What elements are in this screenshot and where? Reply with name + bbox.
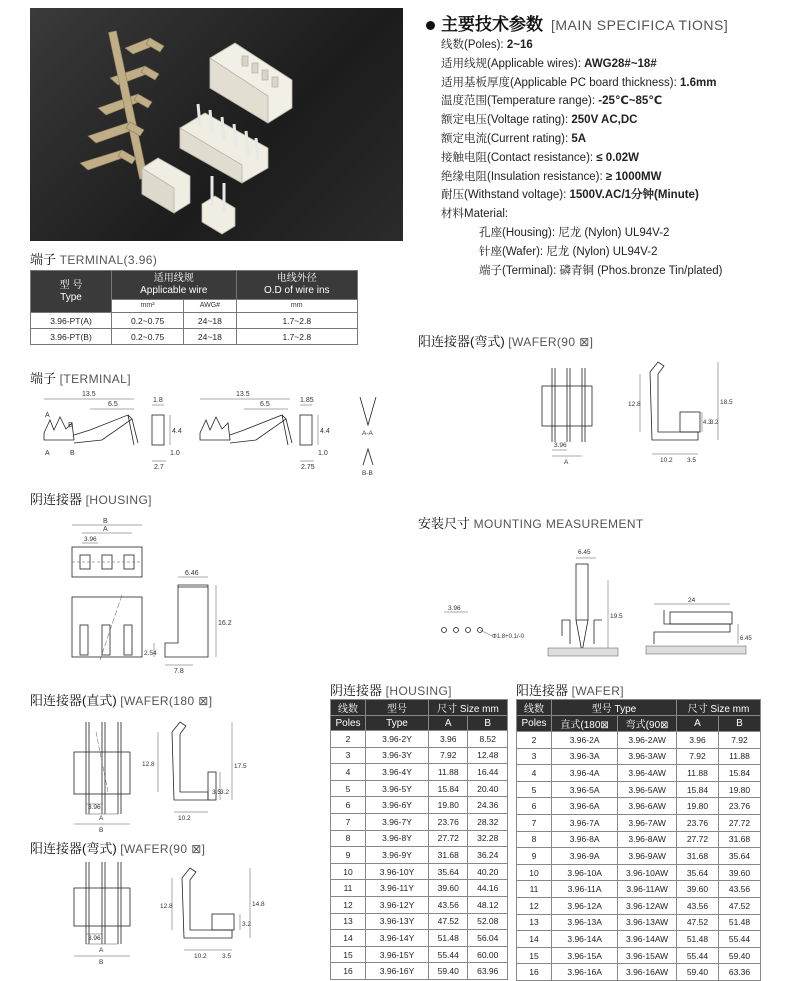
table-cell: 9 [331, 847, 366, 864]
wafer-straight-title: 阳连接器(直式) [WAFER(180 ⊠] [30, 693, 213, 708]
svg-text:4.3: 4.3 [703, 420, 712, 426]
table-cell: 43.56 [718, 881, 760, 898]
table-cell: 15 [517, 947, 552, 964]
table-cell: 3.96-3AW [618, 748, 677, 765]
svg-text:A: A [103, 526, 108, 533]
table-row [331, 847, 508, 864]
svg-text:B: B [103, 518, 108, 525]
table-cell: 3.96-9AW [618, 848, 677, 865]
table-cell: 39.60 [429, 880, 468, 897]
svg-text:4.4: 4.4 [320, 428, 330, 435]
svg-text:A: A [45, 450, 50, 457]
table-cell: 7.92 [429, 747, 468, 764]
spec-row: 额定电流(Current rating): 5A [441, 132, 587, 145]
table-cell: 3.96-13A [552, 914, 618, 931]
svg-text:13.5: 13.5 [82, 391, 96, 398]
table-cell: 13 [331, 913, 366, 930]
table-cell: 35.64 [676, 864, 718, 881]
table-row [517, 947, 761, 964]
table-cell: 3.96-2A [552, 732, 618, 749]
table-cell: 55.44 [718, 931, 760, 948]
table-cell: 28.32 [468, 813, 508, 830]
table-cell: 44.16 [468, 880, 508, 897]
svg-text:3.5: 3.5 [222, 953, 232, 960]
table-cell: 3.96-7A [552, 814, 618, 831]
spec-row: 适用基板厚度(Applicable PC board thickness): 1.6mm [441, 76, 717, 89]
table-row [331, 963, 508, 980]
table-row [517, 931, 761, 948]
svg-text:17.5: 17.5 [234, 763, 247, 770]
table-cell: 3.96-4Y [366, 764, 429, 781]
table-cell: 3.96-6AW [618, 798, 677, 815]
table-cell: 55.44 [676, 947, 718, 964]
svg-text:3.2: 3.2 [242, 921, 252, 928]
svg-text:3.96: 3.96 [88, 804, 101, 811]
table-cell: 3.96-7AW [618, 814, 677, 831]
table-cell: 6 [517, 798, 552, 815]
table-row [331, 880, 508, 897]
table-cell: 3.96-11Y [366, 880, 429, 897]
terminal-table: 型 号 Type 适用线规 Applicable wire 电线外径 O.D of wire ins mm² AWG# mm 3.96-PT(A) 0.2~0.75 24~18 1.7~2.8 3.96-PT(B) 0.2~0.75 24~18 1.7~2.8 [30, 270, 358, 345]
table-cell: 19.80 [718, 781, 760, 798]
table-cell: 3.96-16Y [366, 963, 429, 980]
svg-text:A-A: A-A [362, 430, 373, 437]
table-cell: 23.76 [429, 813, 468, 830]
table-cell: 43.56 [676, 897, 718, 914]
table-cell: 3.96-2Y [366, 731, 429, 748]
table-cell: 20.40 [468, 780, 508, 797]
table-row [517, 732, 761, 749]
table-cell: 3.96-7Y [366, 813, 429, 830]
table-cell: 12 [331, 896, 366, 913]
table-cell: 11 [331, 880, 366, 897]
svg-text:3.96: 3.96 [88, 935, 101, 942]
table-cell: 12 [517, 897, 552, 914]
bullet-icon [426, 21, 435, 30]
table-cell: 15 [331, 946, 366, 963]
svg-text:4.4: 4.4 [172, 428, 182, 435]
wafer-bent-left-drawing [62, 858, 272, 973]
table-cell: 10 [331, 863, 366, 880]
spec-row: 接触电阻(Contact resistance): ≤ 0.02W [441, 151, 640, 164]
table-cell: 35.64 [429, 863, 468, 880]
table-cell: 39.60 [676, 881, 718, 898]
table-row [331, 764, 508, 781]
table-cell: 16 [331, 963, 366, 980]
table-cell: 3.96-5Y [366, 780, 429, 797]
table-cell: 3.96-12A [552, 897, 618, 914]
table-cell: 27.72 [676, 831, 718, 848]
svg-text:7.8: 7.8 [174, 668, 184, 675]
svg-text:18.5: 18.5 [720, 399, 733, 406]
spec-row: 材料Material: [441, 208, 509, 221]
table-row [331, 731, 508, 748]
table-cell: 15.84 [429, 780, 468, 797]
table-cell: 7 [331, 813, 366, 830]
svg-text:1.85: 1.85 [300, 397, 314, 404]
svg-text:6.45: 6.45 [578, 549, 591, 556]
table-cell: 5 [331, 780, 366, 797]
table-cell: 3.96-3Y [366, 747, 429, 764]
table-cell: 8 [331, 830, 366, 847]
table-cell: 3.96-15AW [618, 947, 677, 964]
table-cell: 9 [517, 848, 552, 865]
table-cell: 3.96-3A [552, 748, 618, 765]
svg-text:B: B [70, 450, 75, 457]
table-row [517, 814, 761, 831]
table-row [331, 813, 508, 830]
svg-text:1.0: 1.0 [318, 450, 328, 457]
table-cell: 12.48 [468, 747, 508, 764]
table-cell: 51.48 [429, 930, 468, 947]
table-row [517, 798, 761, 815]
table-cell: 3.96-8AW [618, 831, 677, 848]
table-row [517, 765, 761, 782]
table-cell: 3.96-14Y [366, 930, 429, 947]
table-cell: 3.96-8Y [366, 830, 429, 847]
svg-text:A: A [99, 815, 104, 822]
table-cell: 10 [517, 864, 552, 881]
table-cell: 3.96-8A [552, 831, 618, 848]
table-cell: 11.88 [718, 748, 760, 765]
svg-text:12.8: 12.8 [142, 761, 155, 768]
table-cell: 3.96-9A [552, 848, 618, 865]
table-cell: 3.96-5AW [618, 781, 677, 798]
table-cell: 3.96-14AW [618, 931, 677, 948]
svg-text:2.75: 2.75 [301, 464, 315, 471]
table-cell: 59.40 [676, 964, 718, 981]
table-cell: 51.48 [718, 914, 760, 931]
svg-text:2.54: 2.54 [144, 650, 157, 657]
svg-text:3.2: 3.2 [220, 789, 230, 796]
table-cell: 23.76 [676, 814, 718, 831]
table-cell: 3.96-16AW [618, 964, 677, 981]
table-row [517, 748, 761, 765]
table-cell: 11.88 [676, 765, 718, 782]
table-cell: 7.92 [676, 748, 718, 765]
svg-text:A: A [45, 412, 50, 419]
terminal-drawing [30, 385, 390, 480]
table-cell: 3.96-11AW [618, 881, 677, 898]
table-row: 3.96-PT(A) 0.2~0.75 24~18 1.7~2.8 [31, 313, 358, 329]
table-cell: 3.96-4AW [618, 765, 677, 782]
table-cell: 36.24 [468, 847, 508, 864]
wafer-bent-title-left: 阳连接器(弯式) [WAFER(90 ⊠] [30, 841, 206, 856]
table-cell: 14 [331, 930, 366, 947]
table-cell: 19.80 [429, 797, 468, 814]
svg-text:2.7: 2.7 [154, 464, 164, 471]
table-cell: 7.92 [718, 732, 760, 749]
table-cell: 35.64 [718, 848, 760, 865]
spec-row: 绝缘电阻(Insulation resistance): ≥ 1000MW [441, 170, 662, 183]
svg-text:14.8: 14.8 [252, 901, 265, 908]
svg-text:16.2: 16.2 [218, 620, 232, 627]
table-row [517, 964, 761, 981]
table-cell: 3.96-6A [552, 798, 618, 815]
table-cell: 23.76 [718, 798, 760, 815]
table-cell: 3.96-13Y [366, 913, 429, 930]
table-cell: 48.12 [468, 896, 508, 913]
table-row: 3.96-PT(B) 0.2~0.75 24~18 1.7~2.8 [31, 329, 358, 345]
svg-text:12.8: 12.8 [160, 903, 173, 910]
spec-title: 主要技术参数 [MAIN SPECIFICA TIONS] [426, 10, 728, 35]
housing-table-title: 阴连接器 [HOUSING] [330, 683, 452, 698]
table-cell: 63.36 [718, 964, 760, 981]
table-row [517, 781, 761, 798]
material-row: 孔座(Housing): 尼龙 (Nylon) UL94V-2 [479, 226, 670, 239]
svg-text:12.8: 12.8 [628, 401, 641, 408]
table-cell: 3.96-16A [552, 964, 618, 981]
spec-row: 额定电压(Voltage rating): 250V AC,DC [441, 114, 638, 127]
table-row [331, 863, 508, 880]
wafer-table-title: 阳连接器 [WAFER] [516, 683, 624, 698]
svg-text:10.2: 10.2 [660, 457, 673, 464]
table-cell: 3.96-14A [552, 931, 618, 948]
table-row [331, 930, 508, 947]
wafer-bent-right-drawing [530, 350, 733, 470]
housing-drawing-title: 阴连接器 [HOUSING] [30, 492, 152, 507]
housing-drawing [70, 515, 250, 675]
table-cell: 3 [331, 747, 366, 764]
table-row [331, 780, 508, 797]
table-cell: 31.68 [676, 848, 718, 865]
table-cell: 11 [517, 881, 552, 898]
table-cell: 16.44 [468, 764, 508, 781]
svg-text:10.2: 10.2 [178, 815, 191, 822]
svg-text:3.5: 3.5 [687, 457, 697, 464]
table-row [517, 831, 761, 848]
table-row [331, 797, 508, 814]
table-cell: 3.96-15A [552, 947, 618, 964]
table-cell: 56.04 [468, 930, 508, 947]
table-cell: 14 [517, 931, 552, 948]
table-cell: 3 [517, 748, 552, 765]
table-row [331, 913, 508, 930]
material-row: 针座(Wafer): 尼龙 (Nylon) UL94V-2 [479, 245, 658, 258]
table-row [517, 848, 761, 865]
table-cell: 40.20 [468, 863, 508, 880]
table-cell: 2 [331, 731, 366, 748]
table-row [517, 897, 761, 914]
svg-text:6.5: 6.5 [108, 401, 118, 408]
table-cell: 3.96-11A [552, 881, 618, 898]
table-cell: 3.96-9Y [366, 847, 429, 864]
table-row [331, 896, 508, 913]
table-cell: 8 [517, 831, 552, 848]
table-cell: 19.80 [676, 798, 718, 815]
table-cell: 55.44 [429, 946, 468, 963]
svg-text:1.0: 1.0 [170, 450, 180, 457]
wafer-straight-drawing [62, 712, 262, 837]
table-cell: 3.96 [676, 732, 718, 749]
table-cell: 27.72 [718, 814, 760, 831]
table-cell: 27.72 [429, 830, 468, 847]
terminal-drawing-title: 端子 [TERMINAL] [30, 371, 131, 386]
table-cell: 43.56 [429, 896, 468, 913]
table-cell: 3.96 [429, 731, 468, 748]
svg-text:10.2: 10.2 [194, 953, 207, 960]
table-cell: 13 [517, 914, 552, 931]
svg-text:6.5: 6.5 [260, 401, 270, 408]
table-cell: 59.40 [718, 947, 760, 964]
table-cell: 8.52 [468, 731, 508, 748]
svg-text:6.45: 6.45 [740, 636, 752, 642]
table-cell: 16 [517, 964, 552, 981]
mounting-drawing [430, 540, 760, 670]
svg-text:Φ1.8+0.1/-0: Φ1.8+0.1/-0 [492, 634, 524, 640]
table-cell: 3.96-12Y [366, 896, 429, 913]
svg-text:B: B [99, 827, 104, 834]
table-cell: 39.60 [718, 864, 760, 881]
svg-text:3.5: 3.5 [212, 789, 222, 796]
table-cell: 6 [331, 797, 366, 814]
table-cell: 31.68 [718, 831, 760, 848]
product-photo [30, 8, 403, 241]
svg-text:3.96: 3.96 [554, 442, 567, 449]
table-cell: 4 [517, 765, 552, 782]
table-row [517, 881, 761, 898]
table-cell: 3.96-10Y [366, 863, 429, 880]
table-cell: 15.84 [718, 765, 760, 782]
svg-text:A: A [99, 947, 104, 954]
table-cell: 3.96-5A [552, 781, 618, 798]
wafer-bent-title-right: 阳连接器(弯式) [WAFER(90 ⊠] [418, 334, 594, 349]
table-cell: 5 [517, 781, 552, 798]
table-row [331, 747, 508, 764]
table-cell: 3.96-15Y [366, 946, 429, 963]
mounting-title: 安装尺寸 MOUNTING MEASUREMENT [418, 516, 644, 531]
table-cell: 47.52 [429, 913, 468, 930]
spec-row: 耐压(Withstand voltage): 1500V.AC/1分钟(Minute) [441, 189, 699, 202]
material-row: 端子(Terminal): 磷青铜 (Phos.bronze Tin/plated) [479, 264, 723, 277]
table-row [331, 946, 508, 963]
table-cell: 4 [331, 764, 366, 781]
table-cell: 3.96-6Y [366, 797, 429, 814]
svg-text:13.5: 13.5 [236, 391, 250, 398]
table-cell: 7 [517, 814, 552, 831]
table-cell: 59.40 [429, 963, 468, 980]
svg-text:B: B [99, 959, 104, 966]
table-cell: 47.52 [718, 897, 760, 914]
table-cell: 32.28 [468, 830, 508, 847]
table-cell: 3.96-2AW [618, 732, 677, 749]
table-cell: 3.96-12AW [618, 897, 677, 914]
svg-text:A: A [564, 459, 569, 466]
spec-row: 温度范围(Temperature range): -25℃~85℃ [441, 95, 663, 108]
spec-row: 线数(Poles): 2~16 [441, 39, 533, 51]
table-cell: 3.96-10AW [618, 864, 677, 881]
table-cell: 60.00 [468, 946, 508, 963]
svg-text:6.46: 6.46 [185, 570, 199, 577]
table-cell: 47.52 [676, 914, 718, 931]
svg-text:3.2: 3.2 [710, 420, 719, 426]
housing-table: 线数 型号 尺寸 Size mm Poles Type A B 2 3.96-2Y 3.96 8.52 3 3.96-3Y 7.92 12.48 4 3.96-4Y 11.88 16.44 5 3.96-5Y 15.84 20.40 6 3.96-6Y 19.80 24.36 7 3.96-7Y 23.76 28.32 8 3.96-8Y 27.72 32.28 9 3.96-9Y 31.68 36.24 10 3.96-10Y 35.64 40.20 11 3.96-11Y 39.60 44.16 12 3.96-12Y 43.56 48.12 13 3.96-13Y 47.52 52.08 14 3.96-14Y 51.48 56.04 15 3.96-15Y 55.44 60.00 16 3.96-16Y 59.40 63.96 [330, 699, 508, 980]
table-cell: 15.84 [676, 781, 718, 798]
table-cell: 3.96-13AW [618, 914, 677, 931]
table-cell: 51.48 [676, 931, 718, 948]
table-cell: 3.96-4A [552, 765, 618, 782]
svg-text:3.96: 3.96 [84, 536, 97, 543]
table-cell: 2 [517, 732, 552, 749]
table-cell: 31.68 [429, 847, 468, 864]
svg-text:B-B: B-B [362, 470, 373, 477]
table-cell: 11.88 [429, 764, 468, 781]
table-cell: 24.36 [468, 797, 508, 814]
table-row [331, 830, 508, 847]
terminal-table-title: 端子 TERMINAL(3.96) [30, 252, 158, 267]
table-row [517, 914, 761, 931]
svg-text:19.5: 19.5 [610, 613, 623, 620]
table-cell: 52.08 [468, 913, 508, 930]
svg-text:3.96: 3.96 [448, 605, 461, 612]
spec-row: 适用线规(Applicable wires): AWG28#~18# [441, 57, 657, 70]
svg-text:B: B [68, 422, 73, 429]
svg-text:1.8: 1.8 [153, 397, 163, 404]
table-row [517, 864, 761, 881]
svg-text:24: 24 [688, 597, 696, 604]
wafer-table: 线数 型号 Type 尺寸 Size mm Poles 直式(180⊠ 弯式(90⊠ A B 2 3.96-2A 3.96-2AW 3.96 7.92 3 3.96-3A 3.96-3AW 7.92 11.88 4 3.96-4A 3.96-4AW 11.88 15.84 5 3.96-5A 3.96-5AW 15.84 19.80 6 3.96-6A 3.96-6AW 19.80 23.76 7 3.96-7A 3.96-7AW 23.76 27.72 8 3.96-8A 3.96-8AW 27.72 31.68 9 3.96-9A 3.96-9AW 31.68 35.64 10 3.96-10A 3.96-10AW 35.64 39.60 11 3.96-11A 3.96-11AW 39.60 43.56 12 3.96-12A 3.96-12AW 43.56 47.52 13 3.96-13A 3.96-13AW 47.52 51.48 14 3.96-14A 3.96-14AW 51.48 55.44 15 3.96-15A 3.96-15AW 55.44 59.40 16 3.96-16A 3.96-16AW 59.40 63.36 [516, 699, 761, 981]
spec-list [441, 36, 723, 280]
table-cell: 63.96 [468, 963, 508, 980]
table-cell: 3.96-10A [552, 864, 618, 881]
